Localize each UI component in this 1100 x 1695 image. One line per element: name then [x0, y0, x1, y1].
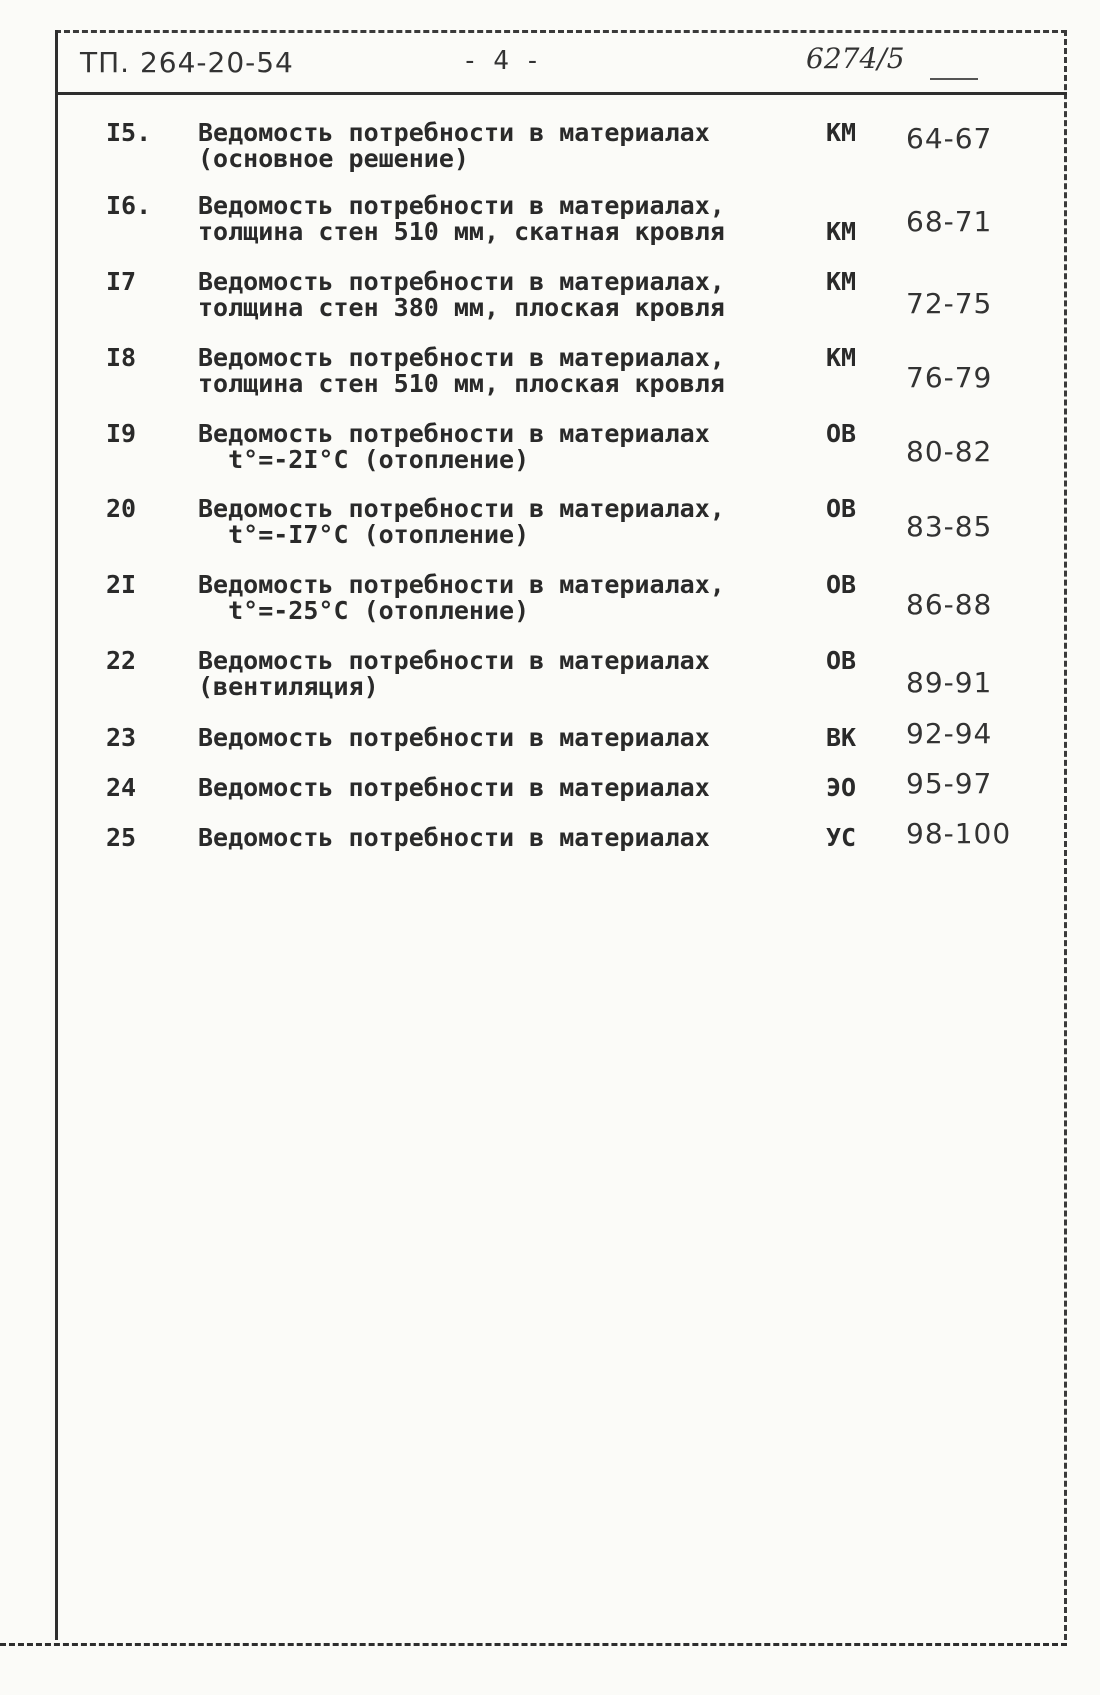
- page-number: - 4 -: [462, 46, 541, 76]
- item-number: 22: [106, 646, 137, 675]
- item-pages: 83-85: [906, 510, 993, 543]
- doc-code: ТП. 264-20-54: [80, 46, 294, 79]
- item-section-code: УС: [826, 823, 857, 852]
- item-title: Ведомость потребности в материалах,: [198, 267, 725, 296]
- item-section-code: КМ: [826, 267, 857, 296]
- item-pages: 80-82: [906, 435, 993, 468]
- item-number: 25: [106, 823, 137, 852]
- item-number: 20: [106, 494, 137, 523]
- item-subtitle: (вентиляция): [198, 672, 379, 701]
- item-section-code: ОВ: [826, 419, 857, 448]
- frame-left-line: [55, 30, 58, 1640]
- item-title: Ведомость потребности в материалах: [198, 723, 710, 752]
- item-subtitle: толщина стен 510 мм, скатная кровля: [198, 217, 725, 246]
- item-title: Ведомость потребности в материалах: [198, 823, 710, 852]
- item-number: 23: [106, 723, 137, 752]
- item-section-code: КМ: [826, 118, 857, 147]
- item-number: I5.: [106, 118, 152, 147]
- item-section-code: ОВ: [826, 494, 857, 523]
- frame-top-line: [55, 30, 1067, 33]
- item-number: I6.: [106, 191, 152, 220]
- item-title: Ведомость потребности в материалах,: [198, 494, 725, 523]
- item-title: Ведомость потребности в материалах,: [198, 570, 725, 599]
- item-title: Ведомость потребности в материалах: [198, 773, 710, 802]
- item-title: Ведомость потребности в материалах,: [198, 191, 725, 220]
- frame-right-line: [1064, 30, 1067, 1640]
- item-subtitle: толщина стен 380 мм, плоская кровля: [198, 293, 725, 322]
- item-pages: 89-91: [906, 666, 993, 699]
- item-pages: 86-88: [906, 588, 993, 621]
- item-number: 2I: [106, 570, 137, 599]
- item-pages: 98-100: [906, 817, 1012, 850]
- item-subtitle: t°=-I7°C (отопление): [198, 520, 530, 549]
- item-section-code: ОВ: [826, 646, 857, 675]
- frame-bottom-line: [0, 1643, 1067, 1646]
- item-subtitle: толщина стен 510 мм, плоская кровля: [198, 369, 725, 398]
- item-section-code: ЭО: [826, 773, 857, 802]
- item-title: Ведомость потребности в материалах: [198, 646, 710, 675]
- item-pages: 72-75: [906, 287, 993, 320]
- sheet-number: 6274/5: [806, 42, 905, 75]
- item-section-code: КМ: [826, 343, 857, 372]
- item-subtitle: t°=-25°C (отопление): [198, 596, 530, 625]
- item-pages: 64-67: [906, 122, 993, 155]
- item-section-code: ВК: [826, 723, 857, 752]
- header-rule: [55, 92, 1067, 95]
- item-number: I9: [106, 419, 137, 448]
- item-pages: 92-94: [906, 717, 993, 750]
- item-pages: 68-71: [906, 205, 993, 238]
- item-number: I8: [106, 343, 137, 372]
- item-title: Ведомость потребности в материалах,: [198, 343, 725, 372]
- item-pages: 76-79: [906, 361, 993, 394]
- item-number: I7: [106, 267, 137, 296]
- item-title: Ведомость потребности в материалах: [198, 419, 710, 448]
- item-subtitle: (основное решение): [198, 144, 469, 173]
- sheet-underline: [930, 78, 978, 80]
- item-subtitle: t°=-2I°C (отопление): [198, 445, 530, 474]
- item-title: Ведомость потребности в материалах: [198, 118, 710, 147]
- item-section-code: КМ: [826, 217, 857, 246]
- item-section-code: ОВ: [826, 570, 857, 599]
- item-number: 24: [106, 773, 137, 802]
- item-pages: 95-97: [906, 767, 993, 800]
